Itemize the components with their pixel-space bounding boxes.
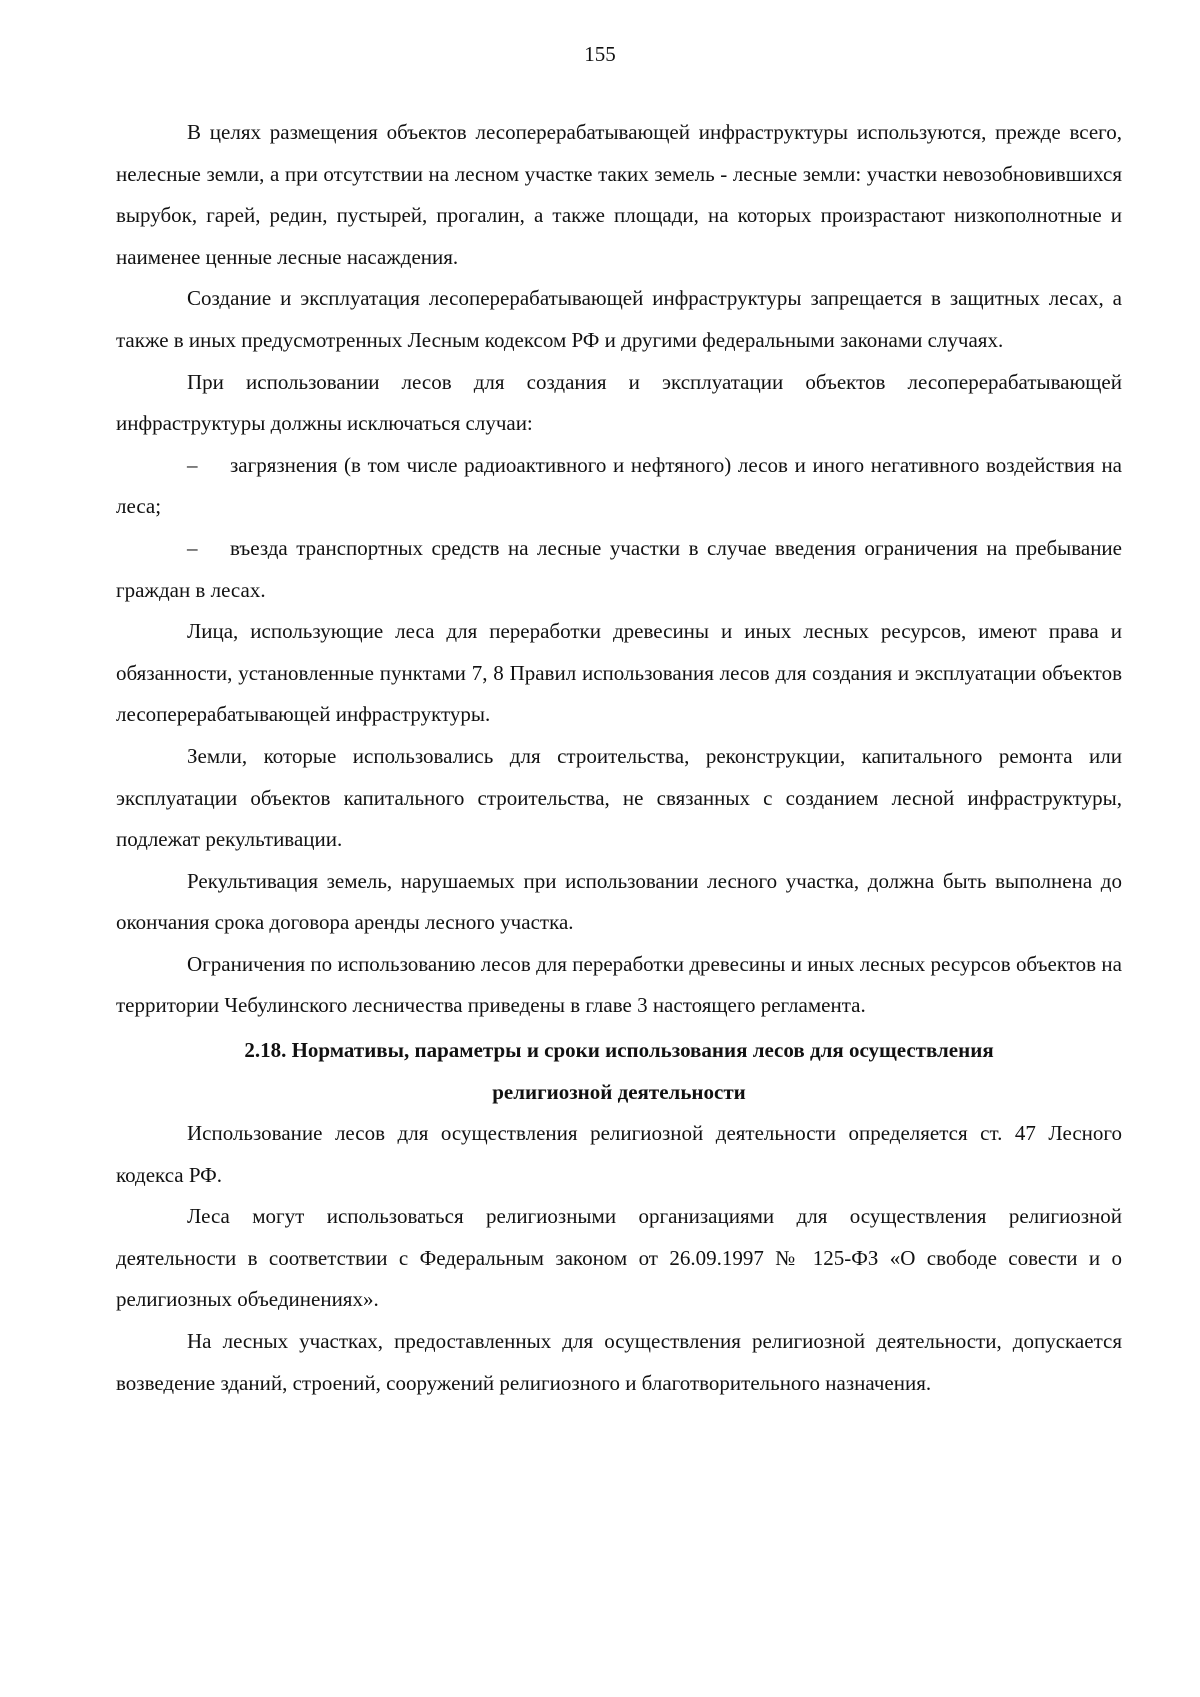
list-item-vehicle-entry [116, 528, 1122, 611]
paragraph-religious-buildings: На лесных участках, предоставленных для осуществления религиозной деятельности, допускается возведение зданий, строений, сооружений религиозного и благотворительного назначения. [116, 1329, 1122, 1395]
dash-marker: – [187, 452, 198, 477]
page-number: 155 [584, 42, 616, 66]
list-item-pollution [116, 445, 1122, 528]
paragraph-recultivation-deadline: Рекультивация земель, нарушаемых при использовании лесного участка, должна быть выполнена до окончания срока договора аренды лесного участка. [116, 868, 1122, 935]
paragraph-excluded-cases-intro: При использовании лесов для создания и эксплуатации объектов лесоперерабатывающей инфраструктуры должны исключаться случаи: [116, 369, 1122, 436]
section-heading-line-2: религиозной деятельности [492, 1080, 746, 1105]
document-body [116, 112, 1122, 1404]
list-item-text: въезда транспортных средств на лесные участки в случае введения ограничения на пребывание граждан в лесах. [116, 535, 1122, 602]
paragraph-protective-forests: Создание и эксплуатация лесоперерабатывающей инфраструктуры запрещается в защитных лесах, а также в иных предусмотренных Лесным кодексом РФ и другими федеральными законами случаях. [116, 286, 1122, 352]
paragraph-religious-organizations: Леса могут использоваться религиозными организациями для осуществления религиозной деятельности в соответствии с Федеральным законом от 26.09.1997 № 125-ФЗ «О свободе совести и о религиозных объединениях». [116, 1204, 1122, 1312]
paragraph-placement-lands: В целях размещения объектов лесоперерабатывающей инфраструктуры используются, прежде всего, нелесные земли, а при отсутствии на лесном участке таких земель - лесные земли: участки невозобновившихся вырубок, гарей, редин, пустырей, прогалин, а также площади, на которых произрастают низкополнотные и наименее ценные лесные насаждения. [116, 120, 1122, 269]
paragraph-recultivation-lands: Земли, которые использовались для строительства, реконструкции, капитального ремонта или эксплуатации объектов капитального строительства, не связанных с созданием лесной инфраструктуры, подлежат рекультивации. [116, 743, 1122, 852]
section-heading-2-18 [116, 1029, 1122, 1113]
paragraph-religious-use-article: Использование лесов для осуществления религиозной деятельности определяется ст. 47 Лесного кодекса РФ. [116, 1121, 1122, 1187]
paragraph-restrictions: Ограничения по использованию лесов для переработки древесины и иных лесных ресурсов объектов на территории Чебулинского лесничества приведены в главе 3 настоящего регламента. [116, 951, 1122, 1018]
list-item-text: загрязнения (в том числе радиоактивного и нефтяного) лесов и иного негативного воздействия на леса; [116, 452, 1122, 519]
section-heading-line-1: 2.18. Нормативы, параметры и сроки использования лесов для осуществления [244, 1038, 994, 1063]
dash-marker: – [187, 535, 198, 560]
paragraph-user-rights: Лица, использующие леса для переработки древесины и иных лесных ресурсов, имеют права и обязанности, установленные пунктами 7, 8 Правил использования лесов для создания и эксплуатации объектов лесоперерабатывающей инфраструктуры. [116, 619, 1122, 727]
